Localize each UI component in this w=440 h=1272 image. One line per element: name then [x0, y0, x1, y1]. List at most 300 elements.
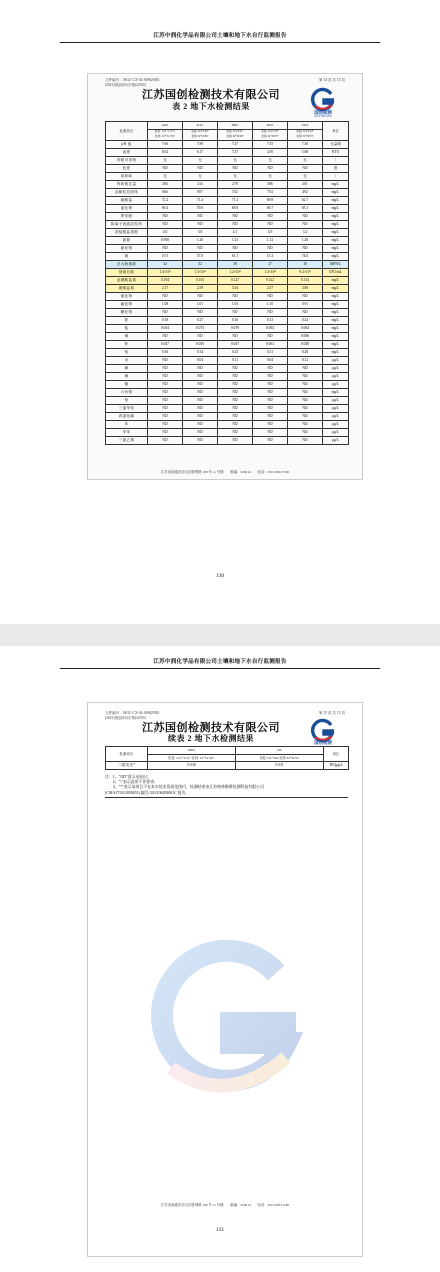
- table-header-row: [106, 122, 349, 130]
- value-cell: 1.2×10⁴: [218, 268, 253, 276]
- item-cell: 锰: [106, 324, 148, 332]
- unit-cell: mg/L: [323, 244, 349, 252]
- value-cell: 69.4: [148, 204, 183, 212]
- item-cell: 砷: [106, 364, 148, 372]
- table-row: [106, 300, 349, 308]
- value-cell: ND: [183, 396, 218, 404]
- value-cell: 552: [218, 188, 253, 196]
- item-cell: 铝: [106, 348, 148, 356]
- value-cell: ND: [183, 436, 218, 444]
- value-cell: ND: [183, 212, 218, 220]
- table-row: [106, 428, 349, 436]
- value-cell: ND: [218, 220, 253, 228]
- unit-cell: μg/L: [323, 404, 349, 412]
- page-of: 第 14 页 共 15 页: [318, 78, 345, 82]
- item-cell: 细菌总数: [106, 268, 148, 276]
- value-cell: 7.30: [288, 140, 323, 148]
- table-row: [106, 316, 349, 324]
- item-cell: 镉: [106, 380, 148, 388]
- unit-cell: mg/L: [323, 324, 349, 332]
- note-line: (CMA171012050453) 编号 GE2106283001C 报告。: [105, 790, 190, 795]
- value-cell: 4.0: [148, 228, 183, 236]
- value-cell: ND: [253, 332, 288, 340]
- item-cell: 碘化物: [106, 308, 148, 316]
- value-cell: 1.3×10⁴: [183, 268, 218, 276]
- lab-footer: 江苏省南通市崇川区胜利路 168 号 11 号楼 邮编：226014 电话：0513-89127180: [160, 1203, 290, 1207]
- table-row: [106, 324, 349, 332]
- value-cell: ND: [218, 396, 253, 404]
- table-row: [106, 372, 349, 380]
- value-cell: ND: [148, 332, 183, 340]
- value-cell: 4.9: [253, 228, 288, 236]
- value-cell: 0.31: [253, 348, 288, 356]
- unit-cell: mg/L: [323, 228, 349, 236]
- value-cell: ND: [288, 308, 323, 316]
- item-cell: 四氯化碳: [106, 412, 148, 420]
- value-cell: 0.031: [236, 762, 324, 770]
- value-cell: 7.37: [218, 148, 253, 156]
- value-cell: 0.194: [148, 276, 183, 284]
- value-cell: 0.048: [288, 340, 323, 348]
- value-cell: ND: [253, 380, 288, 388]
- value-cell: 74.0: [288, 252, 323, 260]
- table-row: [106, 236, 349, 244]
- value-cell: 807: [183, 188, 218, 196]
- value-cell: ND: [218, 332, 253, 340]
- value-cell: ND: [218, 372, 253, 380]
- value-cell: ND: [253, 396, 288, 404]
- unit-cell: μg/L: [323, 420, 349, 428]
- value-cell: 69.7: [253, 204, 288, 212]
- table-row: [106, 308, 349, 316]
- value-cell: 0.25: [218, 348, 253, 356]
- table-row: [106, 396, 349, 404]
- value-cell: 65.1: [288, 204, 323, 212]
- unit-cell: mg/L: [323, 220, 349, 228]
- value-cell: 233: [183, 180, 218, 188]
- unit-header: 单位: [323, 122, 349, 141]
- value-cell: ND: [288, 420, 323, 428]
- well-header: 2C01: [183, 122, 218, 130]
- unit-cell: NTU: [323, 148, 349, 156]
- value-cell: 52: [183, 260, 218, 268]
- value-cell: ND: [148, 364, 183, 372]
- value-cell: ND: [288, 412, 323, 420]
- value-cell: ND: [288, 220, 323, 228]
- value-cell: ND: [183, 412, 218, 420]
- value-cell: 70.0: [183, 204, 218, 212]
- item-cell: 氯化物: [106, 204, 148, 212]
- unit-cell: mg/L: [323, 340, 349, 348]
- well-coordinates: 东经 121°3'24"北纬 32°32'33": [236, 754, 324, 762]
- value-cell: ND: [183, 428, 218, 436]
- item-cell: 总大肠菌群: [106, 260, 148, 268]
- unit-cell: mg/L: [323, 292, 349, 300]
- value-cell: ND: [183, 244, 218, 252]
- table-row: [106, 292, 349, 300]
- unit-cell: mg/L: [323, 276, 349, 284]
- unit-cell: mg/L: [323, 204, 349, 212]
- value-cell: 0.13: [253, 316, 288, 324]
- value-cell: 5.68: [288, 148, 323, 156]
- value-cell: 0.04: [183, 356, 218, 364]
- value-cell: ND: [148, 396, 183, 404]
- value-cell: ND: [253, 364, 288, 372]
- value-cell: ND: [183, 220, 218, 228]
- unit-cell: mg/L: [323, 212, 349, 220]
- header-rule: [60, 42, 380, 43]
- value-cell: 3.8: [183, 228, 218, 236]
- value-cell: 71.4: [183, 196, 218, 204]
- value-cell: ND: [148, 388, 183, 396]
- report-number: (2021)国创(环)字第(229)号: [105, 83, 147, 87]
- table-title: 续表 2 地下水检测结果: [168, 734, 254, 743]
- value-cell: ND: [253, 244, 288, 252]
- value-cell: 无: [218, 156, 253, 164]
- value-cell: 1.03: [218, 300, 253, 308]
- value-cell: 666: [148, 188, 183, 196]
- well-coordinates: 东经 121°2'23" 北纬 32°32'38": [148, 129, 183, 140]
- item-cell: 浊度: [106, 148, 148, 156]
- value-cell: 0.064: [288, 324, 323, 332]
- table-row: [106, 268, 349, 276]
- value-cell: 7.55: [253, 140, 288, 148]
- value-cell: ND: [148, 308, 183, 316]
- table-row: [106, 196, 349, 204]
- value-cell: ND: [218, 412, 253, 420]
- report-page-131: [0, 646, 440, 1272]
- value-cell: ND: [288, 388, 323, 396]
- groundwater-results-continued-table: [105, 746, 349, 770]
- table-row: [106, 188, 349, 196]
- value-cell: ND: [148, 372, 183, 380]
- value-cell: 6.17: [183, 148, 218, 156]
- value-cell: ND: [183, 292, 218, 300]
- value-cell: ND: [288, 372, 323, 380]
- value-cell: 1.4×10⁴: [148, 268, 183, 276]
- value-cell: ND: [148, 244, 183, 252]
- logo-text: 国创检测: [314, 110, 332, 115]
- value-cell: 0.34: [183, 348, 218, 356]
- table-row: [106, 244, 349, 252]
- item-header: 检测项目: [106, 747, 148, 762]
- item-cell: 氰化物: [106, 292, 148, 300]
- table-row: [106, 332, 349, 340]
- value-cell: ND: [253, 164, 288, 172]
- value-cell: ND: [253, 412, 288, 420]
- value-cell: ND: [218, 420, 253, 428]
- unit-header: 单位: [324, 747, 349, 762]
- value-cell: 无: [148, 172, 183, 180]
- value-cell: 0.006: [288, 332, 323, 340]
- value-cell: 61.1: [218, 252, 253, 260]
- well-header: 2H01: [218, 122, 253, 130]
- value-cell: 1.10: [253, 300, 288, 308]
- value-cell: 492: [288, 188, 323, 196]
- value-cell: 0.04: [253, 356, 288, 364]
- value-cell: 2.17: [148, 284, 183, 292]
- value-cell: ND: [218, 308, 253, 316]
- value-cell: ND: [253, 404, 288, 412]
- item-cell: 锌: [106, 340, 148, 348]
- item-cell: 钠: [106, 252, 148, 260]
- well-coordinates: 东经 121°2'22" 北纬 32°32'36": [183, 129, 218, 140]
- value-cell: 2.59: [183, 284, 218, 292]
- value-cell: 0.054: [148, 324, 183, 332]
- unit-cell: μg/L: [323, 428, 349, 436]
- item-cell: 苯: [106, 420, 148, 428]
- value-cell: ND: [288, 436, 323, 444]
- well-header: 2G01: [253, 122, 288, 130]
- value-cell: 27: [253, 260, 288, 268]
- value-cell: 15.3: [253, 252, 288, 260]
- item-cell: 肉眼可见物: [106, 156, 148, 164]
- value-cell: 38: [218, 260, 253, 268]
- value-cell: ND: [253, 308, 288, 316]
- value-cell: 0.079: [218, 324, 253, 332]
- item-header: 检测项目: [106, 122, 148, 141]
- value-cell: 69.8: [253, 196, 288, 204]
- unit-cell: 度: [323, 164, 349, 172]
- value-cell: 0.12: [288, 356, 323, 364]
- logo-subtext: GUO CHUANG: [314, 115, 332, 118]
- item-cell: 铜: [106, 332, 148, 340]
- value-cell: 284: [148, 180, 183, 188]
- value-cell: ND: [183, 164, 218, 172]
- value-cell: 0.163: [183, 276, 218, 284]
- value-cell: 201: [288, 180, 323, 188]
- item-cell: 硫化物: [106, 244, 148, 252]
- value-cell: 32: [148, 260, 183, 268]
- value-cell: 7.66: [148, 140, 183, 148]
- value-cell: 0.36: [148, 348, 183, 356]
- unit-cell: mg/L: [323, 300, 349, 308]
- value-cell: ND: [218, 244, 253, 252]
- lab-company-name: 江苏国创检测技术有限公司: [142, 722, 280, 734]
- item-cell: 六价铬: [106, 388, 148, 396]
- value-cell: ND: [218, 380, 253, 388]
- table-row: [106, 420, 349, 428]
- value-cell: ND: [148, 380, 183, 388]
- unit-cell: μg/L: [323, 412, 349, 420]
- well-coordinates: 东经 121°2'21"北纬 32°32'40": [148, 754, 236, 762]
- value-cell: ND: [288, 212, 323, 220]
- value-cell: 4.50: [253, 148, 288, 156]
- unit-cell: mg/L: [323, 348, 349, 356]
- table-row: [106, 228, 349, 236]
- value-cell: 386: [253, 180, 288, 188]
- value-cell: 无: [253, 172, 288, 180]
- item-cell: 挥发酚: [106, 212, 148, 220]
- value-cell: 71.2: [218, 196, 253, 204]
- value-cell: 62.7: [288, 196, 323, 204]
- table-row: [106, 284, 349, 292]
- value-cell: 72.2: [148, 196, 183, 204]
- unit-cell: MPN/L: [323, 260, 349, 268]
- unit-cell: mg/L: [323, 188, 349, 196]
- value-cell: 0.047: [148, 340, 183, 348]
- well-header: DZ: [236, 747, 324, 755]
- running-header: 江苏中润化学品有限公司土壤和地下水自行监测报告: [153, 659, 287, 665]
- unit-cell: mg/L: [323, 388, 349, 396]
- value-cell: ND: [148, 164, 183, 172]
- table-row: [106, 140, 349, 148]
- value-cell: 7.80: [183, 140, 218, 148]
- value-cell: 0.114: [288, 276, 323, 284]
- value-cell: ND: [183, 380, 218, 388]
- value-cell: 0.050: [183, 340, 218, 348]
- value-cell: ND: [288, 428, 323, 436]
- value-cell: ND: [218, 428, 253, 436]
- value-cell: 0.28: [288, 348, 323, 356]
- unit-cell: \: [323, 156, 349, 164]
- value-cell: ND: [183, 388, 218, 396]
- value-cell: ND: [183, 420, 218, 428]
- value-cell: 0.073: [183, 324, 218, 332]
- value-cell: 0.24: [288, 316, 323, 324]
- item-cell: 汞: [106, 356, 148, 364]
- page-of: 第 15 页 共 15 页: [318, 711, 345, 715]
- value-cell: 1.08: [148, 300, 183, 308]
- value-cell: ND: [288, 164, 323, 172]
- unit-cell: μg/L: [323, 380, 349, 388]
- value-cell: 0.127: [218, 276, 253, 284]
- page-number: 130: [215, 573, 225, 579]
- well-header: 2A01: [148, 122, 183, 130]
- doc-number: 文件编号：JSGC-CX-34-A09(2018): [105, 78, 160, 82]
- value-cell: 7.47: [218, 140, 253, 148]
- unit-cell: CFU/mL: [323, 268, 349, 276]
- unit-cell: mg/L: [323, 252, 349, 260]
- value-cell: ND: [183, 364, 218, 372]
- unit-cell: μg/L: [323, 364, 349, 372]
- table-row: [106, 172, 349, 180]
- item-cell: 阴离子表面活性剂: [106, 220, 148, 228]
- value-cell: ND: [148, 436, 183, 444]
- item-cell: 铅: [106, 396, 148, 404]
- value-cell: ND: [253, 220, 288, 228]
- running-header: 江苏中润化学品有限公司土壤和地下水自行监测报告: [153, 33, 287, 39]
- value-cell: ND: [253, 212, 288, 220]
- value-cell: 57.0: [183, 252, 218, 260]
- value-cell: 0.061: [253, 340, 288, 348]
- value-cell: ND: [148, 412, 183, 420]
- groundwater-results-table: [105, 121, 349, 445]
- well-header: 2H01: [148, 747, 236, 755]
- value-cell: ND: [148, 292, 183, 300]
- unit-cell: 无量纲: [323, 140, 349, 148]
- item-cell: 色度: [106, 164, 148, 172]
- item-cell: 硫酸盐: [106, 196, 148, 204]
- value-cell: ND: [148, 420, 183, 428]
- well-coordinates: 东经 121°2'24" 北纬 32°32'33": [288, 129, 323, 140]
- well-coordinates: 东经 121°2'19" 北纬 32°32'35": [253, 129, 288, 140]
- item-cell: pH 值: [106, 140, 148, 148]
- note-line: 3、"*"表示该项目不在本实验室资质范围内，检测结果由江苏格林勒斯检测科技有限公司: [105, 785, 264, 790]
- table-row: [106, 148, 349, 156]
- value-cell: 无: [253, 156, 288, 164]
- table-row: [106, 212, 349, 220]
- value-cell: ND: [253, 388, 288, 396]
- table-row: [106, 762, 349, 770]
- value-cell: ND: [148, 356, 183, 364]
- value-cell: 754: [253, 188, 288, 196]
- logo-text: 国创检测: [314, 740, 332, 745]
- scanned-report-sheet: [87, 702, 363, 1257]
- value-cell: 无: [183, 156, 218, 164]
- item-cell: 高锰酸盐指数: [106, 228, 148, 236]
- value-cell: 0.91: [288, 300, 323, 308]
- item-cell: 氨氮: [106, 236, 148, 244]
- value-cell: 18: [288, 260, 323, 268]
- unit-cell: mg/L: [323, 196, 349, 204]
- value-cell: 无: [288, 172, 323, 180]
- value-cell: 3.06: [288, 284, 323, 292]
- unit-cell: mg/L: [323, 180, 349, 188]
- scanned-report-sheet: [87, 73, 363, 480]
- value-cell: 1.4×10⁴: [253, 268, 288, 276]
- unit-cell: mg/L: [323, 284, 349, 292]
- report-number: (2021)国创(环)字第(229)号: [105, 716, 147, 720]
- value-cell: ND: [253, 372, 288, 380]
- value-cell: 69.8: [218, 204, 253, 212]
- value-cell: 3.54: [218, 284, 253, 292]
- value-cell: ND: [218, 212, 253, 220]
- value-cell: 0.038: [148, 762, 236, 770]
- value-cell: 19.5: [148, 252, 183, 260]
- value-cell: ND: [253, 292, 288, 300]
- value-cell: ND: [218, 388, 253, 396]
- value-cell: 3.2: [288, 228, 323, 236]
- table-row: [106, 164, 349, 172]
- unit-cell: μg/L: [323, 356, 349, 364]
- value-cell: 0.958: [148, 236, 183, 244]
- value-cell: 无: [183, 172, 218, 180]
- table-row: [106, 380, 349, 388]
- unit-cell: mg/L: [323, 332, 349, 340]
- item-cell: 甲苯: [106, 428, 148, 436]
- lab-footer: 江苏省南通市崇川区胜利路 168 号 11 号楼 邮编：226014 电话：0513-89127180: [160, 470, 290, 474]
- value-cell: ND: [288, 244, 323, 252]
- table-row: [106, 220, 349, 228]
- value-cell: 1.20: [183, 236, 218, 244]
- table-row: [106, 388, 349, 396]
- unit-cell: mg/L: [323, 308, 349, 316]
- value-cell: ND: [218, 436, 253, 444]
- value-cell: 0.11: [218, 356, 253, 364]
- value-cell: ND: [253, 428, 288, 436]
- value-cell: ND: [148, 220, 183, 228]
- page-number: 131: [215, 1227, 225, 1233]
- value-cell: 0.063: [253, 324, 288, 332]
- table-row: [106, 252, 349, 260]
- item-cell: 钙和镁总量: [106, 180, 148, 188]
- table-row: [106, 260, 349, 268]
- watermark-logo-icon: [146, 933, 306, 1108]
- value-cell: 无: [148, 156, 183, 164]
- header-rule: [60, 668, 380, 669]
- table-row: [106, 412, 349, 420]
- well-coordinates: 东经 121°2'21" 北纬 32°32'40": [218, 129, 253, 140]
- note-line: 注：1、"ND"表示未检出；: [105, 775, 151, 779]
- value-cell: 0.18: [148, 316, 183, 324]
- table-row: [106, 156, 349, 164]
- item-cell: 三氯甲烷: [106, 404, 148, 412]
- value-cell: 无: [288, 156, 323, 164]
- table-row: [106, 204, 349, 212]
- value-cell: 1.20: [288, 236, 323, 244]
- value-cell: ND: [148, 212, 183, 220]
